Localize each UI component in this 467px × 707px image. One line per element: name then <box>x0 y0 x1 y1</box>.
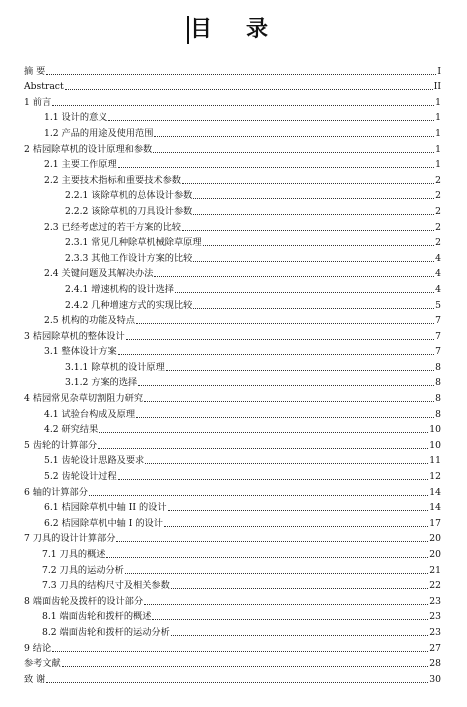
toc-entry-page: 23 <box>429 626 441 638</box>
toc-entry[interactable] <box>24 374 441 390</box>
toc-entry-label: 3.1.2 方案的选择 <box>65 377 138 389</box>
toc-entry-label: 2.2.2 该除草机的刀具设计参数 <box>65 205 193 217</box>
toc-entry-page: 1 <box>435 96 441 108</box>
dot-leader <box>118 353 434 355</box>
toc-entry-label: 6.1 桔园除草机中轴 II 的设计 <box>44 502 167 514</box>
toc-entry-label: 6.2 桔园除草机中轴 I 的设计 <box>44 517 163 529</box>
toc-entry-label: 摘 要 <box>24 65 46 77</box>
toc-entry[interactable] <box>24 436 441 452</box>
toc-entry-page: 28 <box>429 658 441 670</box>
toc-entry-page: 8 <box>435 408 441 420</box>
dot-leader <box>136 322 434 324</box>
toc-entry[interactable] <box>24 592 441 608</box>
toc-entry[interactable] <box>24 389 441 405</box>
toc-entry-label: 5.2 齿轮设计过程 <box>44 471 117 483</box>
toc-entry-label: 8.1 端面齿轮和拨杆的概述 <box>42 611 152 623</box>
dot-leader <box>168 509 429 511</box>
dot-leader <box>118 166 434 168</box>
toc-entry-page: 8 <box>435 393 441 405</box>
toc-entry-page: 23 <box>429 595 441 607</box>
toc-entry[interactable] <box>24 452 441 468</box>
toc-entry-page: 14 <box>429 486 441 498</box>
dot-leader <box>108 119 434 121</box>
toc-entry[interactable] <box>24 327 441 343</box>
toc-entry-page: 11 <box>429 455 441 467</box>
toc-entry-label: 7.2 刀具的运动分析 <box>42 564 124 576</box>
dot-leader <box>144 603 428 605</box>
toc-entry[interactable] <box>24 109 441 125</box>
toc-entry-label: 1.2 产品的用途及使用范围 <box>44 127 154 139</box>
dot-leader <box>46 73 436 75</box>
dot-leader <box>166 369 434 371</box>
toc-entry-label: 7.3 刀具的结构尺寸及相关参数 <box>42 580 170 592</box>
toc-entry[interactable] <box>24 530 441 546</box>
toc-entry[interactable] <box>24 218 441 234</box>
toc-entry[interactable] <box>24 296 441 312</box>
dot-leader <box>145 462 428 464</box>
toc-entry-page: 2 <box>435 174 441 186</box>
dot-leader <box>52 104 434 106</box>
toc-entry-page: 12 <box>429 471 441 483</box>
toc-entry-page: 30 <box>429 673 441 685</box>
dot-leader <box>136 416 434 418</box>
toc-entry[interactable] <box>24 187 441 203</box>
toc-entry-page: 22 <box>429 580 441 592</box>
toc-entry-label: 2.2 主要技术指标和重要技术参数 <box>44 174 181 186</box>
toc-entry-label: 7.1 刀具的概述 <box>42 549 106 560</box>
toc-entry-page: 4 <box>435 252 441 264</box>
toc-entry-label: 3.1.1 除草机的设计原理 <box>65 361 165 373</box>
toc-entry[interactable] <box>24 171 441 187</box>
toc-entry-page: 7 <box>435 346 441 358</box>
toc-entry[interactable] <box>24 514 441 530</box>
toc-entry-label: 2.3.1 常见几种除草机械除草原理 <box>65 237 202 249</box>
toc-entry[interactable] <box>24 78 441 94</box>
toc-entry-label: 7 刀具的设计计算部分 <box>24 533 116 545</box>
toc-entry-label: 3.1 整体设计方案 <box>44 346 117 358</box>
toc-entry-label: 2.4.1 增速机构的设计选择 <box>65 283 174 295</box>
dot-leader <box>98 447 428 449</box>
toc-entry-label: 9 结论 <box>24 642 52 654</box>
toc-entry[interactable] <box>24 234 441 250</box>
toc-entry-label: 1 前言 <box>24 96 52 108</box>
toc-entry-label: 2.3.3 其他工作设计方案的比较 <box>65 252 193 264</box>
toc-entry[interactable] <box>24 140 441 156</box>
toc-entry[interactable] <box>24 265 441 281</box>
dot-leader <box>154 135 434 137</box>
dot-leader <box>175 291 434 293</box>
toc-entry-page: 20 <box>429 533 441 545</box>
text-cursor <box>187 16 189 44</box>
toc-entry-page: 20 <box>429 549 441 560</box>
toc-entry-label: 参考文献 <box>24 658 61 670</box>
toc-entry[interactable] <box>24 639 441 655</box>
toc-entry[interactable] <box>24 421 441 437</box>
toc-entry[interactable] <box>24 623 441 639</box>
toc-entry-page: I <box>437 65 441 77</box>
toc-entry-page: 23 <box>429 611 441 623</box>
toc-entry-page: 5 <box>435 299 441 311</box>
toc-entry-label: 1.1 设计的意义 <box>44 112 108 124</box>
dot-leader <box>138 384 434 386</box>
dot-leader <box>106 556 428 558</box>
toc-entry[interactable] <box>24 670 441 686</box>
toc-entry[interactable] <box>24 545 441 561</box>
dot-leader <box>144 400 434 402</box>
toc-entry-page: 1 <box>435 159 441 171</box>
toc-entry-page: 2 <box>435 205 441 217</box>
dot-leader <box>152 618 428 620</box>
dot-leader <box>171 587 429 589</box>
dot-leader <box>89 494 428 496</box>
toc-entry-label: 4.2 研究结果 <box>44 424 99 436</box>
toc-entry-page: II <box>433 81 441 93</box>
dot-leader <box>182 182 434 184</box>
dot-leader <box>171 634 429 636</box>
toc-entry[interactable] <box>24 280 441 296</box>
toc-entry[interactable] <box>24 249 441 265</box>
dot-leader <box>116 540 428 542</box>
toc-entry-page: 7 <box>435 315 441 327</box>
toc-entry[interactable] <box>24 358 441 374</box>
toc-entry-page: 8 <box>435 361 441 373</box>
toc-entry-label: 4 桔园常见杂草切割阻力研究 <box>24 393 144 405</box>
toc-entry[interactable] <box>24 343 441 359</box>
dot-leader <box>99 431 428 433</box>
toc-entry[interactable] <box>24 499 441 515</box>
toc-entry[interactable] <box>24 156 441 172</box>
toc-entry-label: Abstract <box>24 81 64 93</box>
dot-leader <box>193 260 434 262</box>
toc-entry[interactable] <box>24 405 441 421</box>
toc-entry-label: 5 齿轮的计算部分 <box>24 439 98 451</box>
toc-entry[interactable] <box>24 124 441 140</box>
toc-entry-page: 8 <box>435 377 441 389</box>
dot-leader <box>65 88 433 90</box>
toc-entry-label: 5.1 齿轮设计思路及要求 <box>44 455 145 467</box>
dot-leader <box>154 275 434 277</box>
toc-entry[interactable] <box>24 561 441 577</box>
dot-leader <box>193 197 434 199</box>
dot-leader <box>153 151 434 153</box>
toc-entry-page: 27 <box>429 642 441 654</box>
toc-entry-label: 3 桔园除草机的整体设计 <box>24 330 125 342</box>
dot-leader <box>125 572 428 574</box>
toc-entry[interactable] <box>24 608 441 624</box>
toc-entry-label: 2.5 机构的功能及特点 <box>44 315 136 327</box>
toc-entry-label: 2 桔园除草机的设计原理和参数 <box>24 143 153 155</box>
toc-entry-label: 致 谢 <box>24 673 46 685</box>
toc-entry-label: 6 轴的计算部分 <box>24 486 88 498</box>
toc-entry-page: 1 <box>435 127 441 139</box>
dot-leader <box>46 681 428 683</box>
dot-leader <box>62 665 429 667</box>
dot-leader <box>203 244 435 246</box>
toc-entry-label: 2.4 关键问题及其解决办法 <box>44 268 154 280</box>
toc-entry[interactable] <box>24 202 441 218</box>
toc-entry-page: 10 <box>429 424 441 436</box>
dot-leader <box>52 650 428 652</box>
toc-entry-page: 2 <box>435 237 441 249</box>
dot-leader <box>118 478 429 480</box>
toc-entry[interactable] <box>24 93 441 109</box>
toc-entry[interactable] <box>24 312 441 328</box>
toc-entry-label: 2.3 已经考虑过的若干方案的比较 <box>44 221 181 233</box>
dot-leader <box>193 213 434 215</box>
dot-leader <box>193 307 434 309</box>
toc-entry-page: 10 <box>429 439 441 451</box>
toc-entry-page: 1 <box>435 143 441 155</box>
toc-entry-page: 14 <box>429 502 441 514</box>
dot-leader <box>164 525 428 527</box>
toc-entry[interactable] <box>24 483 441 499</box>
toc-entry-page: 17 <box>429 517 441 529</box>
toc-entry-label: 8 端面齿轮及拨杆的设计部分 <box>24 595 144 607</box>
toc-entry-page: 2 <box>435 190 441 202</box>
toc-entry-page: 7 <box>435 330 441 342</box>
toc-entry-page: 4 <box>435 268 441 280</box>
toc-entry-label: 4.1 试验台构成及原理 <box>44 408 136 420</box>
dot-leader <box>126 338 435 340</box>
toc-entry-page: 21 <box>429 564 441 576</box>
toc-entry-label: 2.4.2 几种增速方式的实现比较 <box>65 299 193 311</box>
toc-entry[interactable] <box>24 577 441 593</box>
dot-leader <box>182 229 434 231</box>
page-title: 目录 <box>190 16 303 42</box>
toc-entry-page: 2 <box>435 221 441 233</box>
toc-entry-label: 2.2.1 该除草机的总体设计参数 <box>65 190 193 202</box>
toc-entry[interactable] <box>24 467 441 483</box>
toc-entry[interactable] <box>24 62 441 78</box>
toc-entry-label: 2.1 主要工作原理 <box>44 159 117 171</box>
table-of-contents <box>24 62 441 686</box>
toc-entry-label: 8.2 端面齿轮和拨杆的运动分析 <box>42 626 170 638</box>
toc-entry-page: 1 <box>435 112 441 124</box>
toc-entry[interactable] <box>24 655 441 671</box>
toc-entry-page: 4 <box>435 283 441 295</box>
